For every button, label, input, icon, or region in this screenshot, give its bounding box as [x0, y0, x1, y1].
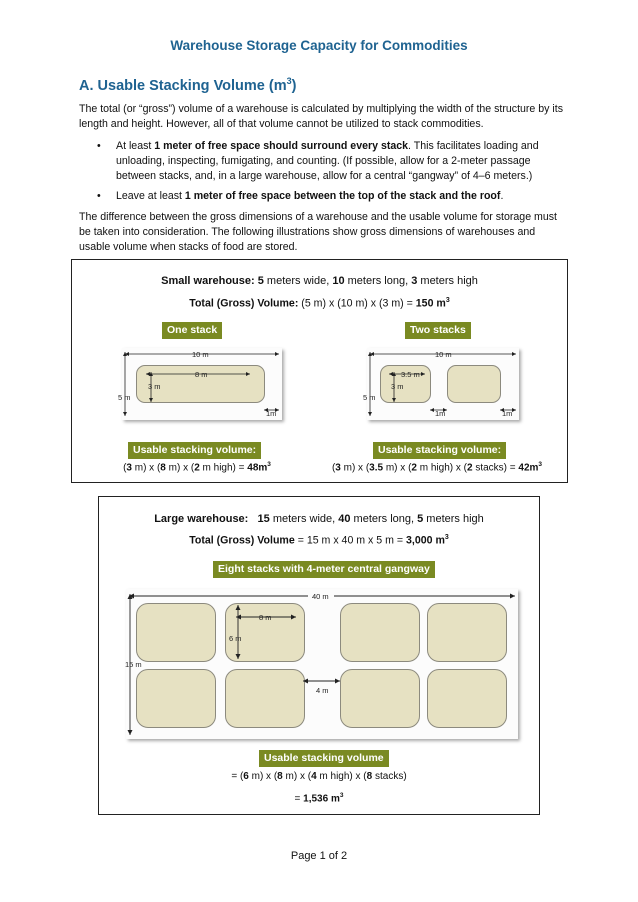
one-stack-dimension-lines	[118, 348, 282, 420]
one-stack-diagram	[118, 348, 282, 420]
large-usable-calc: = (6 m) x (8 m) x (4 m high) x (8 stacks)	[231, 771, 407, 782]
stack-length-label: 3.5 m	[401, 370, 420, 379]
stack-length-label: 8 m	[195, 370, 208, 379]
width-label: 5 m	[118, 393, 131, 402]
length-label: 40 m	[312, 592, 329, 601]
two-stacks-diagram	[363, 348, 519, 420]
gap-label: 1m	[266, 409, 277, 418]
small-warehouse-box	[71, 259, 568, 483]
stack-width-label: 3 m	[148, 382, 161, 391]
gap-between-stacks-label: 1m	[435, 409, 446, 418]
two-stacks-usable-calc: (3 m) x (3.5 m) x (2 m high) x (2 stacks) = $42m^3$	[331, 461, 543, 474]
eight-stacks-tag: Eight stacks with 4-meter central gangway	[213, 561, 435, 578]
bullet-dot: •	[97, 190, 101, 202]
one-stack-tag: One stack	[162, 322, 222, 339]
section-heading: A. Usable Stacking Volume $(m^3)$	[79, 76, 297, 94]
length-label: 10 m	[435, 350, 452, 359]
usable-volume-tag-large: Usable stacking volume	[259, 750, 389, 767]
gap-label: 1m	[502, 409, 513, 418]
gross-vs-usable-paragraph: The difference between the gross dimensions of a warehouse and the usable volume for storage must be taken into consideration. The following illustrations show gross dimensions of warehouses and usable volume when stacks of food are stored.	[79, 211, 557, 254]
large-warehouse-box	[98, 496, 540, 815]
small-warehouse-dimensions: Small warehouse: 5 meters wide, 10 meters long, 3 meters high	[161, 275, 478, 287]
small-warehouse-gross-volume: Total (Gross) Volume: (5 m) x (10 m) x (3 m) = 150 $m^3$	[189, 297, 450, 310]
gangway-label: 4 m	[316, 686, 329, 695]
two-stacks-dimension-lines	[363, 348, 519, 420]
large-warehouse-dimension-lines	[126, 589, 518, 739]
width-label: 15 m	[125, 660, 142, 669]
usable-volume-tag-two: Usable stacking volume:	[373, 442, 506, 459]
large-warehouse-diagram	[126, 589, 518, 739]
length-label: 10 m	[192, 350, 209, 359]
large-usable-result: = 1,536 $m^3$	[294, 792, 344, 805]
intro-paragraph: The total (or “gross”) volume of a warehouse is calculated by multiplying the width of the structure by its length and height. However, all of that volume cannot be utilized to stack commodities.	[79, 103, 563, 131]
usable-volume-tag-one: Usable stacking volume:	[128, 442, 261, 459]
one-stack-usable-calc: (3 m) x (8 m) x (2 m high) = $48m^3$	[123, 461, 271, 474]
stack-length-label: 8 m	[259, 613, 272, 622]
page-footer: Page 1 of 2	[290, 850, 348, 862]
document-title: Warehouse Storage Capacity for Commodities	[170, 38, 468, 53]
stack-width-label: 3 m	[391, 382, 404, 391]
stack-width-label: 6 m	[229, 634, 242, 643]
large-warehouse-gross-volume: Total (Gross) Volume = 15 m x 40 m x 5 m = 3,000 $m^3$	[189, 534, 449, 547]
two-stacks-tag: Two stacks	[405, 322, 471, 339]
width-label: 5 m	[363, 393, 376, 402]
large-warehouse-dimensions: Large warehouse: 15 meters wide, 40 meters long, 5 meters high	[154, 513, 484, 525]
bullet-dot: •	[97, 140, 101, 152]
